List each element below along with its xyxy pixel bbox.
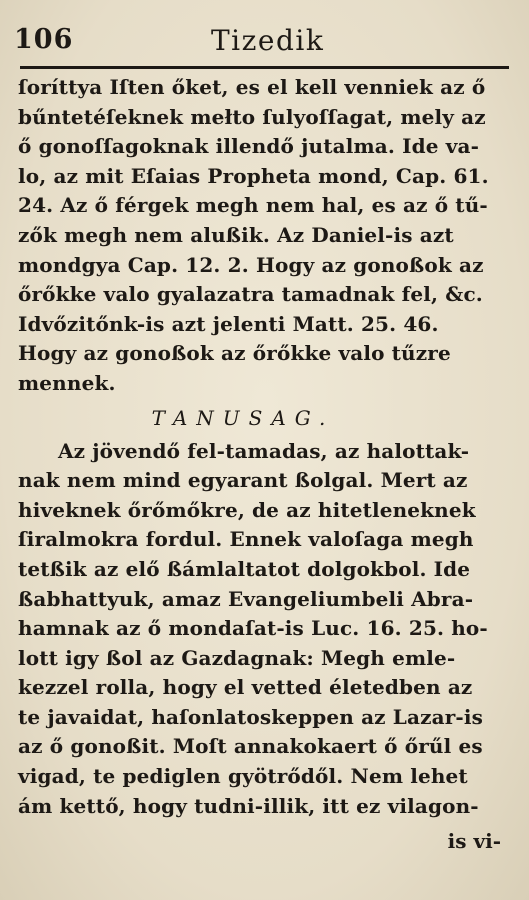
text-line: Hogy az gonoßok az őrőkke valo tűzre — [18, 341, 451, 366]
page-number: 106 — [14, 24, 74, 55]
page-header — [14, 18, 507, 62]
text-line: 24. Az ő férgek megh nem hal, es az ő tű- — [18, 193, 488, 218]
text-line: őrőkke valo gyalazatra tamadnak fel, &c. — [18, 282, 483, 307]
text-line: kezzel rolla, hogy el vetted életedben az — [18, 675, 473, 700]
text-line: hamnak az ő mondaſat-is Luc. 16. 25. ho- — [18, 616, 488, 641]
catchword: is vi- — [447, 829, 501, 853]
text-line: ßabhattyuk, amaz Evangeliumbeli Abra- — [18, 586, 474, 611]
body-text — [18, 73, 498, 821]
section-heading: TANUSAG. — [151, 405, 335, 430]
text-line: Az jövendő fel-tamadas, az halottak- — [58, 438, 470, 463]
text-line: lo, az mit Eſaias Propheta mond, Cap. 61. — [18, 163, 489, 188]
text-line: ő gonoſſagoknak illendő jutalma. Ide va- — [18, 134, 480, 159]
header-rule — [20, 66, 509, 69]
text-line: nak nem mind egyarant ßolgal. Mert az — [18, 468, 468, 493]
text-line: ám kettő, hogy tudni-illik, itt ez vilagon- — [18, 793, 479, 818]
text-line: vigad, te pediglen gyötrődől. Nem lehet — [18, 764, 468, 789]
text-line: hiveknek őrőmőkre, de az hitetleneknek — [18, 497, 476, 522]
text-line: mennek. — [18, 370, 116, 395]
text-line: bűntetéſeknek mełto ſulyoſſagat, mely az — [18, 104, 486, 129]
text-line: Idvőzitőnk-is azt jelenti Matt. 25. 46. — [18, 311, 439, 336]
text-line: tetßik az elő ßámlaltatot dolgokbol. Ide — [18, 556, 471, 581]
text-line: az ő gonoßit. Moſt annakokaert ő őrűl es — [18, 734, 483, 759]
text-line: ſoríttya Iſten őket, es el kell venniek az ő — [18, 75, 486, 99]
text-line: te javaidat, haſonlatoskeppen az Lazar-is — [18, 704, 484, 729]
text-line: mondgya Cap. 12. 2. Hogy az gonoßok az — [18, 252, 484, 277]
text-line: zők megh nem alußik. Az Daniel-is azt — [18, 222, 454, 247]
text-line: ſiralmokra fordul. Ennek valoſaga megh — [18, 527, 474, 552]
text-line: lott igy ßol az Gazdagnak: Megh emle- — [18, 645, 456, 670]
running-head: Tizedik — [211, 24, 325, 57]
